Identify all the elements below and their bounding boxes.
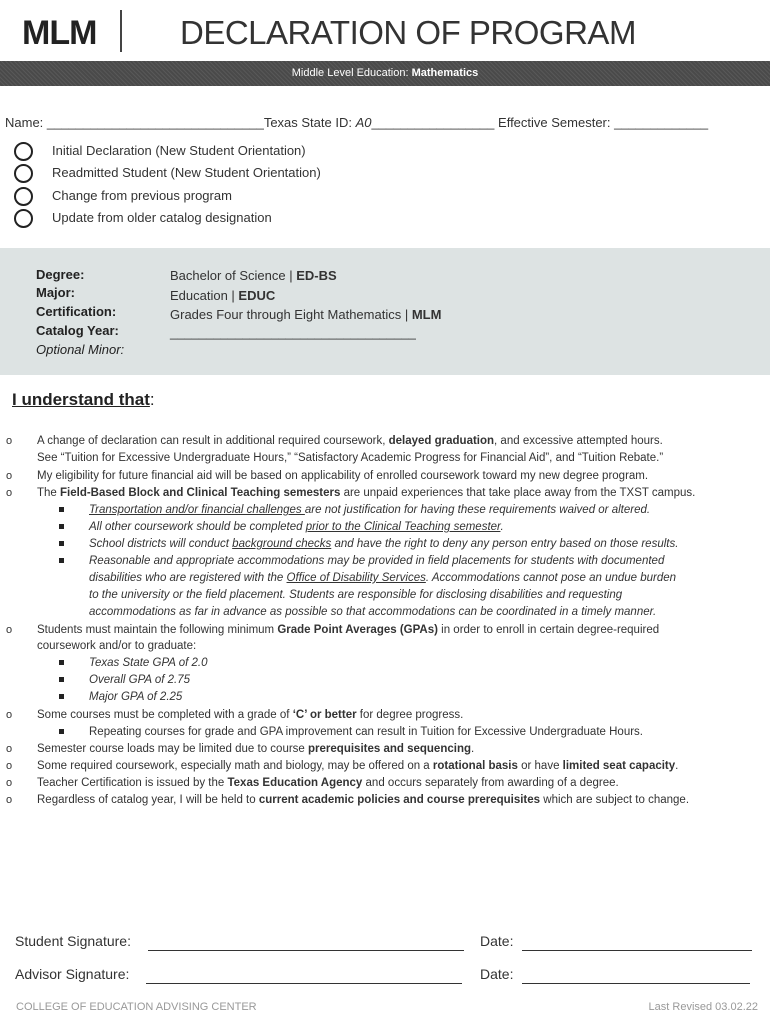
sub-statement-background-checks: [89, 536, 678, 552]
program-band: [0, 61, 770, 86]
bullet-marker: o: [6, 709, 13, 721]
statement-text: Some courses must be completed with a grade of: [37, 709, 293, 721]
statement-text: Teacher Certification is issued by the: [37, 777, 228, 789]
square-bullet-icon: [59, 541, 64, 546]
statement-text: The: [37, 487, 61, 499]
bullet-marker: o: [6, 743, 13, 755]
underlined-text: prior to the Clinical Teaching semester: [305, 521, 501, 533]
statement-emphasis: prerequisites and sequencing: [308, 743, 471, 755]
statement-text: are not justification for having these requirements waived or altered.: [304, 504, 651, 516]
sub-statement-accommodations-line4: accommodations as far in advance as possible so that accommodations can be coordinated in a timely manner.: [89, 606, 657, 618]
option-label: Initial Declaration (New Student Orientation): [52, 143, 306, 158]
footer-revised: Last Revised 03.02.22: [648, 1001, 758, 1013]
statement-text: Students must maintain the following minimum: [37, 624, 278, 636]
statement-text: which are subject to change.: [540, 794, 690, 806]
statement-text: Semester course loads may be limited due to course: [37, 743, 309, 755]
statement-rotational-basis: [37, 758, 678, 774]
statement-course-loads: [37, 741, 474, 757]
sub-statement-accommodations-line3: to the university or the field placement. Students are responsible for disclosing disabilities and requesting: [89, 589, 623, 601]
statement-text: for degree progress.: [356, 709, 464, 721]
understand-heading: [12, 390, 155, 410]
statement-emphasis: Texas Education Agency: [227, 777, 363, 789]
statement-emphasis: limited seat capacity: [562, 760, 676, 772]
statement-emphasis: Field-Based Block and Clinical Teaching semesters: [60, 487, 341, 499]
bullet-marker: o: [6, 760, 13, 772]
statement-certification: [37, 775, 619, 791]
statement-declaration-change: [37, 433, 663, 449]
bullet-marker: o: [6, 777, 13, 789]
square-bullet-icon: [59, 558, 64, 563]
advisor-signature-label: Advisor Signature:: [15, 966, 130, 982]
statement-text: or have: [517, 760, 563, 772]
statement-declaration-change-line2: See “Tuition for Excessive Undergraduate Hours,” “Satisfactory Academic Progress for Financial Aid”, and “Tuition Rebate.”: [37, 452, 664, 464]
bullet-marker: o: [6, 794, 13, 806]
square-bullet-icon: [59, 524, 64, 529]
statement-text: All other coursework should be completed: [89, 521, 306, 533]
statement-gpa: [37, 622, 659, 638]
statement-financial-aid: My eligibility for future financial aid will be based on applicability of enrolled coursework toward my new degree program.: [37, 470, 649, 482]
statement-text: Some required coursework, especially math and biology, may be offered on a: [37, 760, 433, 772]
bullet-marker: o: [6, 487, 13, 499]
underlined-text: background checks: [232, 538, 332, 550]
option-label: Change from previous program: [52, 188, 232, 203]
statement-text: School districts will conduct: [89, 538, 233, 550]
sub-statement-accommodations-line2: [89, 570, 676, 586]
statement-emphasis: current academic policies and course prerequisites: [258, 794, 541, 806]
student-date-field[interactable]: [522, 950, 752, 951]
radio-circle-icon[interactable]: [14, 164, 33, 183]
underlined-text: Transportation and/or financial challenges: [89, 504, 305, 516]
footer-left: COLLEGE OF EDUCATION ADVISING CENTER: [16, 1001, 257, 1013]
major-label: Major:: [36, 285, 75, 300]
band-emphasis: Mathematics: [411, 67, 479, 79]
certification-value: [170, 307, 441, 322]
catalog-year-label: Catalog Year:: [36, 323, 119, 338]
understand-colon: :: [149, 390, 155, 409]
major-text: Education |: [170, 288, 239, 303]
texas-state-id-label: Texas State ID:: [263, 115, 356, 130]
degree-code: ED-BS: [296, 268, 337, 283]
student-signature-label: Student Signature:: [15, 933, 131, 949]
radio-circle-icon[interactable]: [14, 187, 33, 206]
student-info-row: [5, 115, 708, 130]
statement-text: . Accommodations cannot pose an undue burden: [425, 572, 677, 584]
square-bullet-icon: [59, 694, 64, 699]
document-title: DECLARATION OF PROGRAM: [180, 14, 636, 51]
statement-text: are unpaid experiences that take place away from the TXST campus.: [340, 487, 696, 499]
statement-text: .: [675, 760, 679, 772]
degree-value: [170, 268, 337, 283]
statement-text: disabilities who are registered with the: [89, 572, 287, 584]
gpa-overall: Overall GPA of 2.75: [89, 674, 190, 686]
square-bullet-icon: [59, 729, 64, 734]
statement-emphasis: rotational basis: [432, 760, 518, 772]
degree-label: Degree:: [36, 267, 85, 282]
statement-text: Regardless of catalog year, I will be held to: [37, 794, 259, 806]
sub-statement-transportation: [89, 502, 650, 518]
statement-text: in order to enroll in certain degree-required: [437, 624, 660, 636]
band-prefix: Middle Level Education:: [291, 67, 412, 79]
sub-statement-accommodations: Reasonable and appropriate accommodations may be provided in field placements for students with documented: [89, 555, 665, 567]
statement-grade-c: [37, 707, 463, 723]
sub-statement-coursework: [89, 519, 504, 535]
statement-text: and have the right to deny any person entry based on those results.: [331, 538, 679, 550]
effective-semester-field[interactable]: Effective Semester: _____________: [494, 115, 709, 130]
advisor-signature-field[interactable]: [146, 983, 462, 984]
statement-emphasis: delayed graduation: [388, 435, 495, 447]
option-label: Readmitted Student (New Student Orientation): [52, 165, 321, 180]
statement-text: .: [500, 521, 504, 533]
brand-code: MLM: [22, 14, 97, 52]
statement-text: , and excessive attempted hours.: [494, 435, 663, 447]
optional-minor-label: Optional Minor:: [36, 342, 125, 357]
texas-state-id-field[interactable]: _________________: [371, 115, 495, 130]
student-signature-field[interactable]: [148, 950, 464, 951]
certification-label: Certification:: [36, 304, 117, 319]
bullet-marker: o: [6, 624, 13, 636]
bullet-marker: o: [6, 470, 13, 482]
major-value: [170, 288, 275, 303]
sub-statement-repeating-courses: Repeating courses for grade and GPA improvement can result in Tuition for Excessive Undergraduate Hours.: [89, 726, 643, 738]
student-date-label: Date:: [480, 933, 514, 949]
catalog-year-field[interactable]: __________________________________: [170, 325, 416, 340]
square-bullet-icon: [59, 660, 64, 665]
option-label: Update from older catalog designation: [52, 210, 272, 225]
degree-text: Bachelor of Science |: [170, 268, 297, 283]
radio-circle-icon[interactable]: [14, 209, 33, 228]
gpa-texas-state: Texas State GPA of 2.0: [89, 657, 208, 669]
advisor-date-field[interactable]: [522, 983, 750, 984]
statement-gpa-line2: coursework and/or to graduate:: [37, 640, 197, 652]
advisor-date-label: Date:: [480, 966, 514, 982]
statement-emphasis: ‘C’ or better: [292, 709, 357, 721]
gpa-major: Major GPA of 2.25: [89, 691, 183, 703]
id-prefix: A0: [355, 115, 372, 130]
name-field[interactable]: Name: ______________________________: [5, 115, 264, 130]
cert-text: Grades Four through Eight Mathematics |: [170, 307, 412, 322]
square-bullet-icon: [59, 677, 64, 682]
square-bullet-icon: [59, 507, 64, 512]
header-divider: [120, 10, 122, 52]
understand-heading-text: I understand that: [12, 390, 150, 409]
statement-text: .: [471, 743, 475, 755]
statement-text: A change of declaration can result in additional required coursework,: [37, 435, 389, 447]
radio-circle-icon[interactable]: [14, 142, 33, 161]
document-header: [22, 8, 770, 58]
statement-catalog-year: [37, 792, 689, 808]
disability-services-link[interactable]: Office of Disability Services: [286, 572, 426, 584]
bullet-marker: o: [6, 435, 13, 447]
statement-emphasis: Grade Point Averages (GPAs): [277, 624, 438, 636]
statement-field-based: [37, 485, 695, 501]
major-code: EDUC: [238, 288, 276, 303]
statement-text: and occurs separately from awarding of a degree.: [362, 777, 619, 789]
cert-code: MLM: [411, 307, 442, 322]
